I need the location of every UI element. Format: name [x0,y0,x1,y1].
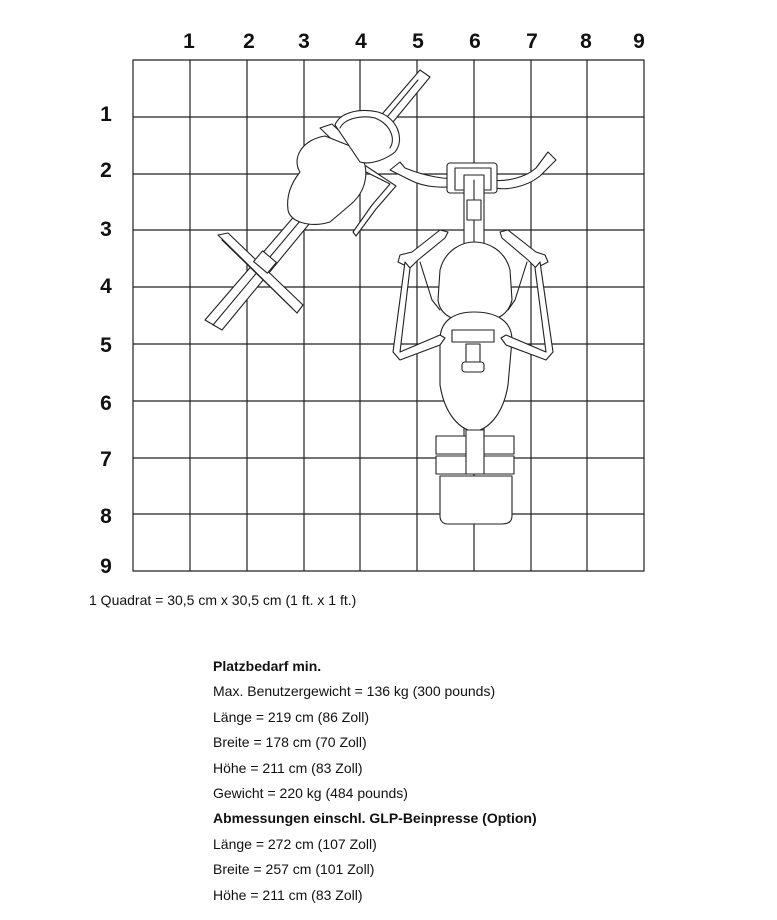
space-requirements [213,656,537,910]
row-label-5: 5 [100,334,112,357]
column-label-2: 2 [243,30,255,53]
column-label-5: 5 [412,30,424,53]
column-label-8: 8 [580,30,592,53]
column-label-7: 7 [526,30,538,53]
grid-scale-caption: 1 Quadrat = 30,5 cm x 30,5 cm (1 ft. x 1 ft.) [89,592,357,608]
option-width-text: Breite = 257 cm (101 Zoll) [213,861,375,878]
row-label-9: 9 [100,555,112,578]
weight-text: Gewicht = 220 kg (484 pounds) [213,784,408,801]
column-label-3: 3 [298,30,310,53]
option-length-text: Länge = 272 cm (107 Zoll) [213,835,377,852]
column-label-9: 9 [633,30,645,53]
option-height-text: Höhe = 211 cm (83 Zoll) [213,886,363,903]
row-label-8: 8 [100,505,112,528]
column-label-4: 4 [355,30,367,53]
height-text: Höhe = 211 cm (83 Zoll) [213,759,363,776]
row-label-3: 3 [100,218,112,241]
max-user-weight-text: Max. Benutzergewicht = 136 kg (300 pounds) [213,683,496,700]
rotated-bench-drawing [205,70,430,330]
row-label-4: 4 [100,275,112,298]
width-text: Breite = 178 cm (70 Zoll) [213,734,367,751]
column-label-6: 6 [469,30,481,53]
row-label-1: 1 [100,103,112,126]
space-requirement-heading: Platzbedarf min. [213,658,322,674]
column-label-1: 1 [183,30,195,53]
length-text: Länge = 219 cm (86 Zoll) [213,708,370,725]
option-dimensions-heading: Abmessungen einschl. GLP-Beinpresse (Option) [213,810,537,827]
row-label-6: 6 [100,392,112,415]
row-label-2: 2 [100,159,112,182]
row-label-7: 7 [100,448,112,471]
